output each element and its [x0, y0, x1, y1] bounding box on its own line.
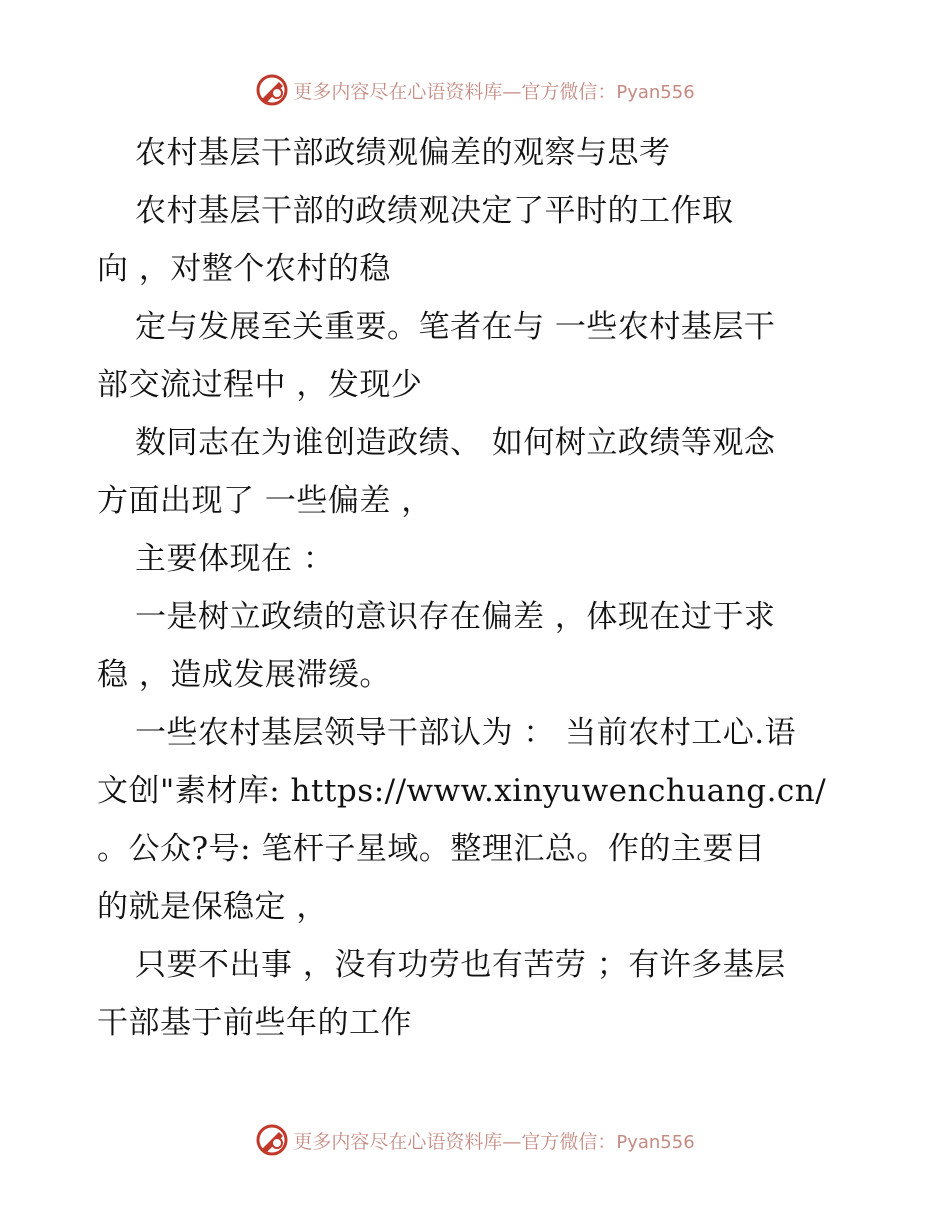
body-text-line: 部交流过程中 ，发现少 [97, 367, 423, 403]
logo-icon [255, 73, 289, 107]
body-text-line: 农村基层干部的政绩观决定了平时的工作取 [135, 193, 734, 229]
body-text-line: 的就是保稳定 ， [97, 889, 328, 925]
body-text-line: 主要体现在 ： [135, 541, 335, 577]
body-text-line: 。公众?号: 笔杆子星域。整理汇总。作的主要目 [97, 831, 766, 867]
body-text-line: 数同志在为谁创造政绩、 如何树立政绩等观念 [135, 425, 776, 461]
logo-icon [255, 1123, 289, 1157]
body-text-line: 农村基层干部政绩观偏差的观察与思考 [135, 135, 671, 171]
body-text-line: 一些农村基层领导干部认为 ： 当前农村工心.语 [135, 715, 797, 751]
body-text-line: 定与发展至关重要。笔者在与 一些农村基层干 [135, 309, 776, 345]
body-text-line: 文创"素材库: https://www.xinyuwenchuang.cn/ [97, 773, 827, 809]
body-text-line: 干部基于前些年的工作 [97, 1005, 412, 1041]
body-text-line: 一是树立政绩的意识存在偏差 ，体现在过于求 [135, 599, 776, 635]
body-text-line: 稳 ，造成发展滞缓。 [97, 657, 391, 693]
footer-watermark [0, 1120, 950, 1160]
watermark-text: 更多内容尽在心语资料库—官方微信：Pyan556 [293, 1130, 695, 1153]
body-text-line: 只要不出事 ，没有功劳也有苦劳 ；有许多基层 [135, 947, 786, 983]
body-text-line: 方面出现了 一些偏差 ， [97, 483, 433, 519]
body-text-line: 向 ，对整个农村的稳 [97, 251, 391, 287]
document-body [97, 124, 857, 1052]
wechat-id: Pyan556 [616, 1131, 695, 1153]
watermark-text: 更多内容尽在心语资料库—官方微信：Pyan556 [293, 80, 695, 103]
header-watermark [0, 70, 950, 110]
wechat-id: Pyan556 [616, 81, 695, 103]
